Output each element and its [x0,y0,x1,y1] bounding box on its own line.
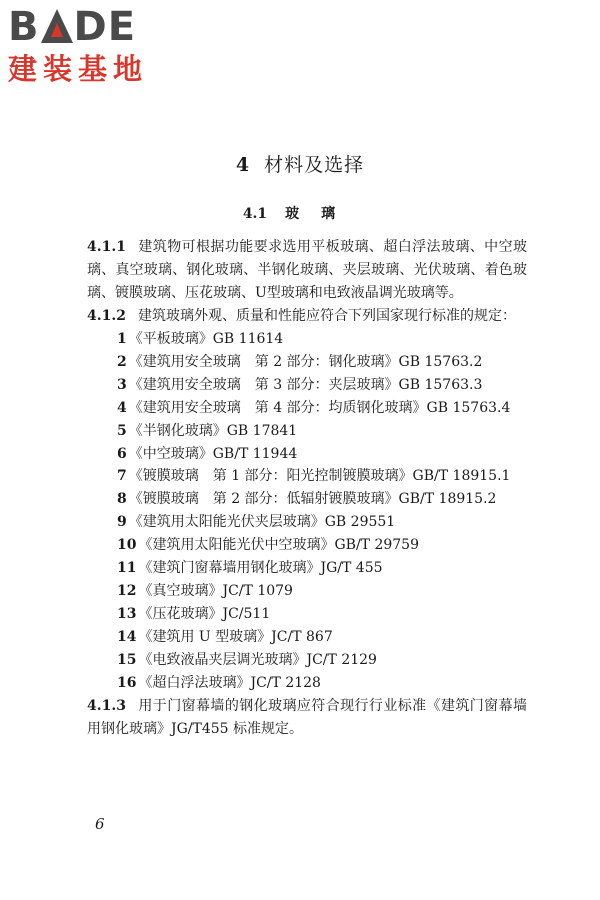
section-title: 玻璃 [285,206,358,222]
list-item: 11 《建筑门窗幕墙用钢化玻璃》JG/T 455 [117,560,383,577]
logo-wordmark: B DE [8,4,137,50]
list-item: 16 《超白浮法玻璃》JC/T 2128 [117,674,321,691]
list-item: 10 《建筑用太阳能光伏中空玻璃》GB/T 29759 [117,537,419,554]
section-heading [0,203,600,223]
clause-number: 4.1.2 [87,308,126,324]
standards-list [87,328,527,695]
clause-text: 建筑物可根据功能要求选用平板玻璃、超白浮法玻璃、中空玻璃、真空玻璃、钢化玻璃、半钢化玻璃、夹层玻璃、光伏玻璃、着色玻璃、镀膜玻璃、压花玻璃、U型玻璃和电致液晶调光玻璃等。 [87,239,527,301]
list-item: 14 《建筑用 U 型玻璃》JC/T 867 [117,628,333,645]
clause-4-1-1 [87,236,527,305]
list-item: 6 《中空玻璃》GB/T 11944 [117,445,298,462]
list-item: 5 《半钢化玻璃》GB 17841 [117,422,298,439]
document-body [87,236,527,741]
list-item: 1 《平板玻璃》GB 11614 [117,331,284,347]
logo-subtitle: 建装基地 [8,52,149,86]
chapter-number: 4 [235,154,251,176]
clause-text: 用于门窗幕墙的钢化玻璃应符合现行行业标准《建筑门窗幕墙用钢化玻璃》JG/T455 标准规定。 [87,697,527,737]
list-item: 3 《建筑用安全玻璃 第 3 部分：夹层玻璃》GB 15763.3 [117,376,483,393]
list-item: 7 《镀膜玻璃 第 1 部分：阳光控制镀膜玻璃》GB/T 18915.1 [117,468,511,485]
clause-number: 4.1.1 [87,239,126,255]
list-item: 8 《镀膜玻璃 第 2 部分：低辐射镀膜玻璃》GB/T 18915.2 [117,491,497,508]
clause-4-1-3 [87,695,527,741]
clause-4-1-2 [87,305,527,328]
list-item: 13 《压花玻璃》JC/511 [117,605,271,622]
section-number: 4.1 [242,206,268,222]
logo-a-triangle-icon [41,9,73,43]
list-item: 4 《建筑用安全玻璃 第 4 部分：均质钢化玻璃》GB 15763.4 [117,399,511,416]
clause-text: 建筑玻璃外观、质量和性能应符合下列国家现行标准的规定： [137,308,516,324]
list-item: 15 《电致液晶夹层调光玻璃》JC/T 2129 [117,651,377,668]
chapter-heading [0,150,600,177]
chapter-title: 材料及选择 [264,154,365,176]
list-item: 12 《真空玻璃》JC/T 1079 [117,582,293,599]
list-item: 9 《建筑用太阳能光伏夹层玻璃》GB 29551 [117,514,396,531]
clause-number: 4.1.3 [87,697,126,714]
list-item: 2 《建筑用安全玻璃 第 2 部分：钢化玻璃》GB 15763.2 [117,353,483,370]
bade-logo [8,4,178,86]
page-number: 6 [95,815,105,833]
